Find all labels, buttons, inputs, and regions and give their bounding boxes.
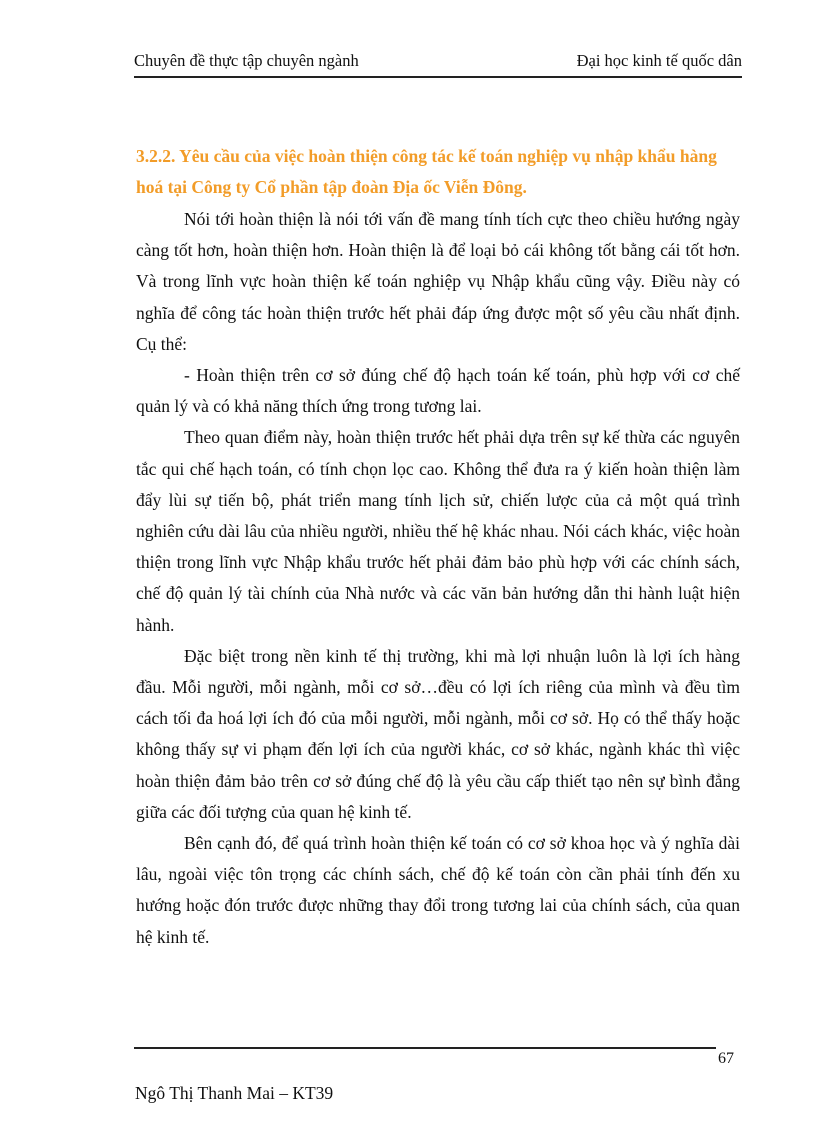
paragraph: Nói tới hoàn thiện là nói tới vấn đề mang tính tích cực theo chiều hướng ngày càng tốt hơn, hoàn thiện hơn. Hoàn thiện là để loại bỏ cái không tốt bằng cái tốt hơn. Và trong lĩnh vực hoàn thiện kế toán nghiệp vụ Nhập khẩu cũng vậy. Điều này có nghĩa để công tác hoàn thiện trước hết phải đáp ứng được một số yêu cầu nhất định. Cụ thể: (136, 209, 740, 354)
header-course-title: Chuyên đề thực tập chuyên ngành (134, 51, 359, 70)
paragraph: Theo quan điểm này, hoàn thiện trước hết phải dựa trên sự kế thừa các nguyên tắc qui chế hạch toán, có tính chọn lọc cao. Không thể đưa ra ý kiến hoàn thiện làm đẩy lùi sự tiến bộ, phát triển mang tính lịch sử, chiến lược của cả một quá trình nghiên cứu dài lâu của nhiều người, nhiều thế hệ khác nhau. Nói cách khác, việc hoàn thiện trong lĩnh vực Nhập khẩu trước hết phải đảm bảo phù hợp với các chính sách, chế độ quản lý tài chính của Nhà nước và các văn bản hướng dẫn thi hành luật hiện hành. (136, 427, 740, 635)
paragraph: Đặc biệt trong nền kinh tế thị trường, khi mà lợi nhuận luôn là lợi ích hàng đầu. Mỗi người, mỗi ngành, mỗi cơ sở…đều có lợi ích riêng của mình và đều tìm cách tối đa hoá lợi ích đó của mỗi người, mỗi ngành, mỗi cơ sở. Họ có thể thấy hoặc không thấy sự vi phạm đến lợi ích của người khác, cơ sở khác, ngành khác thì việc hoàn thiện đảm bảo trên cơ sở đúng chế độ là yêu cầu cấp thiết tạo nên sự bình đẳng giữa các đối tượng của quan hệ kinh tế. (136, 645, 740, 822)
body-text (136, 204, 740, 953)
paragraph: Bên cạnh đó, để quá trình hoàn thiện kế toán có cơ sở khoa học và ý nghĩa dài lâu, ngoài việc tôn trọng các chính sách, chế độ kế toán còn cần phải tính đến xu hướng hoặc đón trước được những thay đổi trong tương lai của chính sách, của quan hệ kinh tế. (136, 833, 740, 947)
section-heading: 3.2.2. Yêu cầu của việc hoàn thiện công tác kế toán nghiệp vụ nhập khẩu hàng hoá tại Công ty Cổ phần tập đoàn Địa ốc Viễn Đông. (136, 146, 717, 197)
page-header (134, 48, 742, 78)
paragraph: - Hoàn thiện trên cơ sở đúng chế độ hạch toán kế toán, phù hợp với cơ chế quản lý và có khả năng thích ứng trong tương lai. (136, 365, 740, 417)
footer-author: Ngô Thị Thanh Mai – KT39 (135, 1083, 334, 1103)
page-number: 67 (718, 1050, 734, 1067)
footer-divider (134, 1047, 716, 1049)
header-university: Đại học kinh tế quốc dân (576, 51, 742, 70)
